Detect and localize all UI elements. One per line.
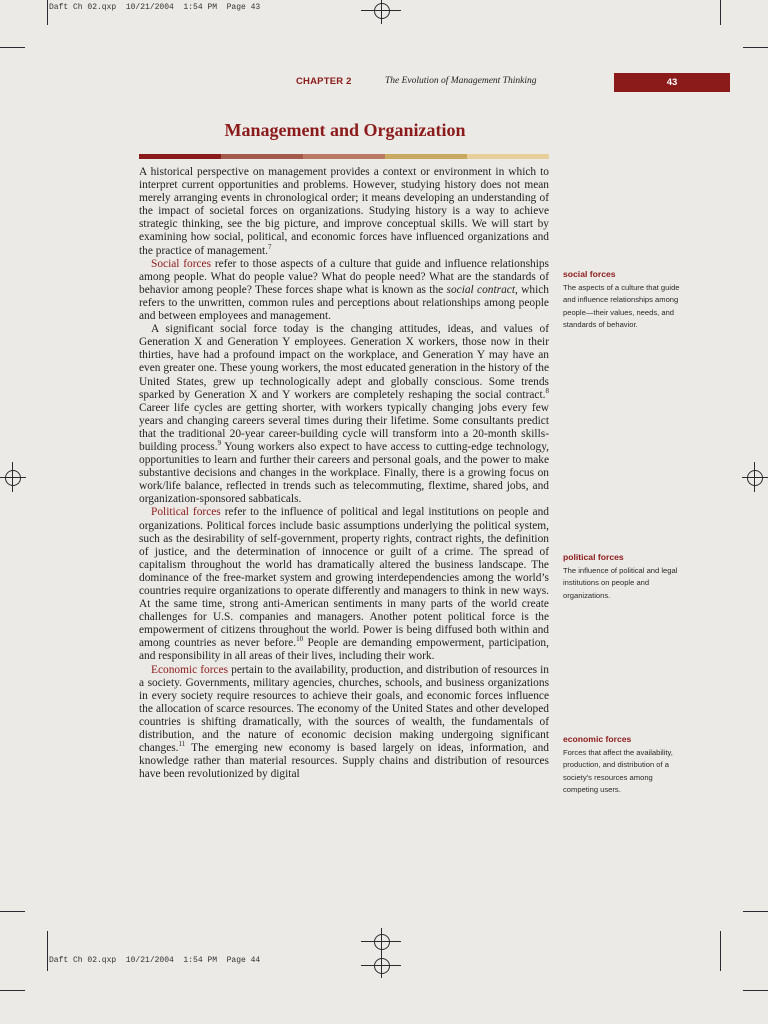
page-number: 43: [614, 73, 730, 92]
registration-target-icon: [5, 470, 21, 486]
footnote-ref: 10: [296, 635, 304, 644]
registration-target-icon: [374, 3, 390, 19]
registration-line: [381, 928, 382, 954]
footnote-ref: 11: [178, 740, 186, 749]
color-bar-segment: [303, 154, 385, 159]
key-term-social-forces: Social forces: [151, 257, 212, 270]
paragraph-text: pertain to the availability, production, and distribution of resources in a society. Governments, military agencies, churches, schools, and business organizations in every society require resources to achieve their goals, and economic forces influence the allocation of scarce resources. The economy of the United States and other developed countries is shifting dramatically, with the sources of wealth, the fundamentals of distribution, and the nature of economic decision making undergoing significant changes.: [139, 663, 549, 755]
margin-note-term: political forces: [563, 552, 624, 562]
crop-mark: [47, 931, 48, 971]
registration-line: [754, 462, 755, 492]
registration-target-icon: [747, 470, 763, 486]
color-bar-segment: [221, 154, 303, 159]
margin-note-definition: Forces that affect the availability, production, and distribution of a society’s resources among competing users.: [563, 748, 673, 795]
paragraph-social-forces: [139, 258, 549, 323]
registration-target-icon: [374, 958, 390, 974]
crop-mark: [720, 931, 721, 971]
registration-line: [381, 0, 382, 24]
paragraph-political-forces: [139, 506, 549, 663]
registration-target-icon: [374, 934, 390, 950]
margin-note-term: social forces: [563, 269, 616, 279]
crop-mark: [0, 911, 25, 912]
crop-mark: [0, 990, 25, 991]
paragraph-text: , which refers to the unwritten, common rules and perceptions about relationships among people and between employees and management.: [139, 283, 549, 323]
margin-note-economic-forces: [563, 734, 688, 797]
chapter-label: CHAPTER 2: [296, 76, 352, 87]
margin-note-political-forces: [563, 552, 688, 602]
paragraph-intro: [139, 166, 549, 258]
margin-note-social-forces: [563, 269, 688, 332]
crop-mark: [743, 990, 768, 991]
paragraph-text: Young workers also expect to have access to cutting-edge technology, opportunities to learn and further their careers and personal goals, and the power to make substantive decisions and changes in the workplace. Finally, there is a growing focus on work/life balance, reflected in trends such as telecommuting, flextime, shared jobs, and organization-sponsored sabbaticals.: [139, 440, 549, 506]
paragraph-text: People are demanding empowerment, participation, and responsibility in all areas of their lives, including their work.: [139, 637, 549, 663]
print-slug-top: Daft Ch 02.qxp 10/21/2004 1:54 PM Page 43: [49, 3, 261, 12]
key-term-economic-forces: Economic forces: [151, 663, 229, 676]
color-bar-segment: [139, 154, 221, 159]
paragraph-text: Career life cycles are getting shorter, with workers typically changing jobs every few years and changing careers several times during their lifetime. Some consultants predict that the traditional 20-year career-building cycle will transform into a 20-month skills-building process.: [139, 401, 549, 453]
body-text: [139, 166, 549, 781]
crop-mark: [47, 0, 48, 25]
registration-line: [381, 952, 382, 978]
section-title: Management and Organization: [224, 120, 466, 140]
crop-mark: [0, 47, 25, 48]
color-bar-segment: [467, 154, 549, 159]
registration-line: [12, 462, 13, 492]
margin-note-definition: The influence of political and legal institutions on people and organizations.: [563, 566, 678, 600]
margin-note-definition: The aspects of a culture that guide and influence relationships among people—their values, needs, and standards of behavior.: [563, 283, 680, 330]
color-bar-segment: [385, 154, 467, 159]
registration-line: [742, 477, 768, 478]
paragraph-economic-forces: [139, 664, 549, 782]
title-color-bar: [139, 154, 549, 159]
print-slug-bottom: Daft Ch 02.qxp 10/21/2004 1:54 PM Page 44: [49, 956, 261, 965]
footnote-ref: 7: [268, 242, 272, 251]
footnote-ref: 8: [545, 386, 549, 395]
key-term-political-forces: Political forces: [151, 506, 221, 519]
crop-mark: [720, 0, 721, 25]
crop-mark: [743, 911, 768, 912]
margin-note-term: economic forces: [563, 734, 632, 744]
running-head: [0, 73, 768, 93]
crop-mark: [743, 47, 768, 48]
paragraph-text: The emerging new economy is based largely on ideas, information, and knowledge rather than material resources. Supply chains and distribution of resources have been revolutionized by digital: [139, 742, 549, 781]
registration-line: [0, 477, 26, 478]
chapter-title: The Evolution of Management Thinking: [385, 76, 537, 86]
paragraph-text: refer to the influence of political and legal institutions on people and organizations. Political forces include basic assumptions underlying the political system, such as the desirability of self-government, property rights, contract rights, the definition of justice, and the determination of innocence or guilt of a crime. The spread of capitalism throughout the world has dramatically altered the business landscape. The dominance of the free-market system and growing interdependencies among the world’s countries require organizations to operate differently and managers to think in new ways. At the same time, strong anti-American sentiments in many parts of the world create challenges for U.S. companies and managers. Another potent political force is the empowerment of citizens throughout the world. Power is being diffused both within and among countries as never before.: [139, 506, 550, 650]
paragraph-generations: [139, 323, 549, 506]
italic-term: social contract: [446, 283, 515, 296]
paragraph-text: refer to those aspects of a culture that guide and influence relationships among people. What do people value? What do people need? What are the standards of behavior among people? These forces shape what is known as the: [139, 257, 549, 296]
paragraph-text: A significant social force today is the changing attitudes, ideas, and values of Generation X and Generation Y employees. Generation X workers, those now in their thirties, have had a profound impact on the workplace, and Generation Y may have an even greater one. These young workers, the most educated generation in the history of the United States, grew up technologically adept and globally conscious. Some trends sparked by Generation X and Y workers are completely reshaping the social contract.: [139, 323, 549, 401]
footnote-ref: 9: [217, 439, 222, 448]
paragraph-text: A historical perspective on management provides a context or environment in which to interpret current opportunities and problems. However, studying history does not mean merely arranging events in chronological order; it means developing an understanding of the impact of societal forces on organizations. Studying history is a way to achieve strategic thinking, see the big picture, and improve conceptual skills. We will start by examining how social, political, and economic forces have influenced organizations and the practice of management.: [139, 166, 549, 257]
